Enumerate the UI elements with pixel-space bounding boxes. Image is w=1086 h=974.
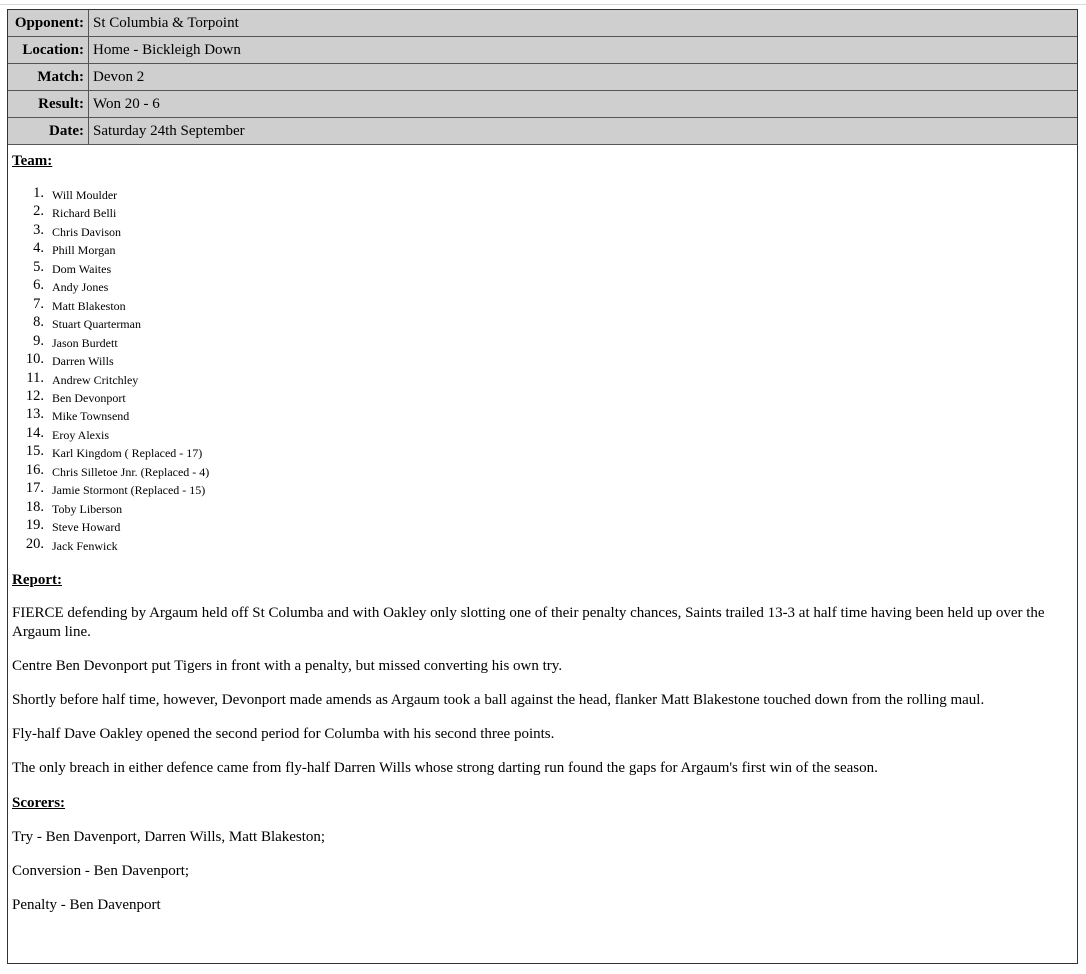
match-report-frame: [7, 9, 1078, 964]
player-item: Dom Waites: [52, 261, 112, 276]
report-content: [12, 152, 1073, 914]
report-heading: Report:: [12, 572, 62, 589]
player-item: Karl Kingdom ( Replaced - 17): [52, 446, 203, 461]
player-item: Chris Silletoe Jnr. (Replaced - 4): [52, 464, 210, 479]
player-item: Jack Fenwick: [52, 538, 118, 553]
top-divider: [0, 4, 1086, 5]
location-value: Home - Bickleigh Down: [89, 37, 1078, 64]
player-item: Jamie Stormont (Replaced - 15): [52, 483, 206, 498]
team-list: [12, 186, 1073, 555]
player-item: Chris Davison: [52, 224, 121, 239]
scorer-line: Conversion - Ben Davenport;: [12, 863, 190, 880]
report-paragraph: Shortly before half time, however, Devonport made amends as Argaum took a ball against the head, flanker Matt Blakestone touched down from the rolling maul.: [12, 692, 985, 709]
player-item: Matt Blakeston: [52, 298, 126, 313]
date-label: Date:: [8, 118, 89, 145]
report-paragraph: The only breach in either defence came from fly-half Darren Wills whose strong darting run found the gaps for Argaum's first win of the season.: [12, 760, 878, 777]
scorers-heading: Scorers:: [12, 795, 66, 812]
scorer-line: Penalty - Ben Davenport: [12, 897, 161, 914]
location-label: Location:: [8, 37, 89, 64]
opponent-label: Opponent:: [8, 10, 89, 37]
match-label: Match:: [8, 64, 89, 91]
player-item: Will Moulder: [52, 188, 118, 202]
player-item: Eroy Alexis: [52, 427, 109, 442]
player-item: Ben Devonport: [52, 390, 126, 405]
match-info-table: [8, 10, 1077, 145]
scorer-line: Try - Ben Davenport, Darren Wills, Matt Blakeston;: [12, 829, 326, 846]
match-value: Devon 2: [89, 64, 1078, 91]
location-row: [8, 37, 1077, 64]
team-heading: Team:: [12, 153, 53, 169]
player-item: Jason Burdett: [52, 335, 118, 350]
player-item: Mike Townsend: [52, 409, 130, 424]
report-paragraph: Fly-half Dave Oakley opened the second period for Columba with his second three points.: [12, 726, 555, 743]
player-item: Steve Howard: [52, 520, 121, 535]
opponent-row: [8, 10, 1077, 37]
report-paragraph: FIERCE defending by Argaum held off St Columba and with Oakley only slotting one of their penalty chances, Saints trailed 13-3 at half time having been held up over the Argaum line.: [12, 605, 1045, 641]
player-item: Stuart Quarterman: [52, 317, 141, 332]
result-row: [8, 91, 1077, 118]
date-value: Saturday 24th September: [89, 118, 1078, 145]
result-value: Won 20 - 6: [89, 91, 1078, 118]
player-item: Toby Liberson: [52, 501, 123, 516]
result-label: Result:: [8, 91, 89, 118]
date-row: [8, 118, 1077, 145]
player-item: Darren Wills: [52, 354, 114, 369]
player-item: Richard Belli: [52, 206, 117, 221]
player-item: Andrew Critchley: [52, 372, 139, 387]
match-row: [8, 64, 1077, 91]
player-item: Andy Jones: [52, 280, 109, 295]
report-paragraph: Centre Ben Devonport put Tigers in front with a penalty, but missed converting his own try.: [12, 658, 563, 675]
player-item: Phill Morgan: [52, 243, 116, 258]
opponent-value: St Columbia & Torpoint: [89, 10, 1078, 37]
